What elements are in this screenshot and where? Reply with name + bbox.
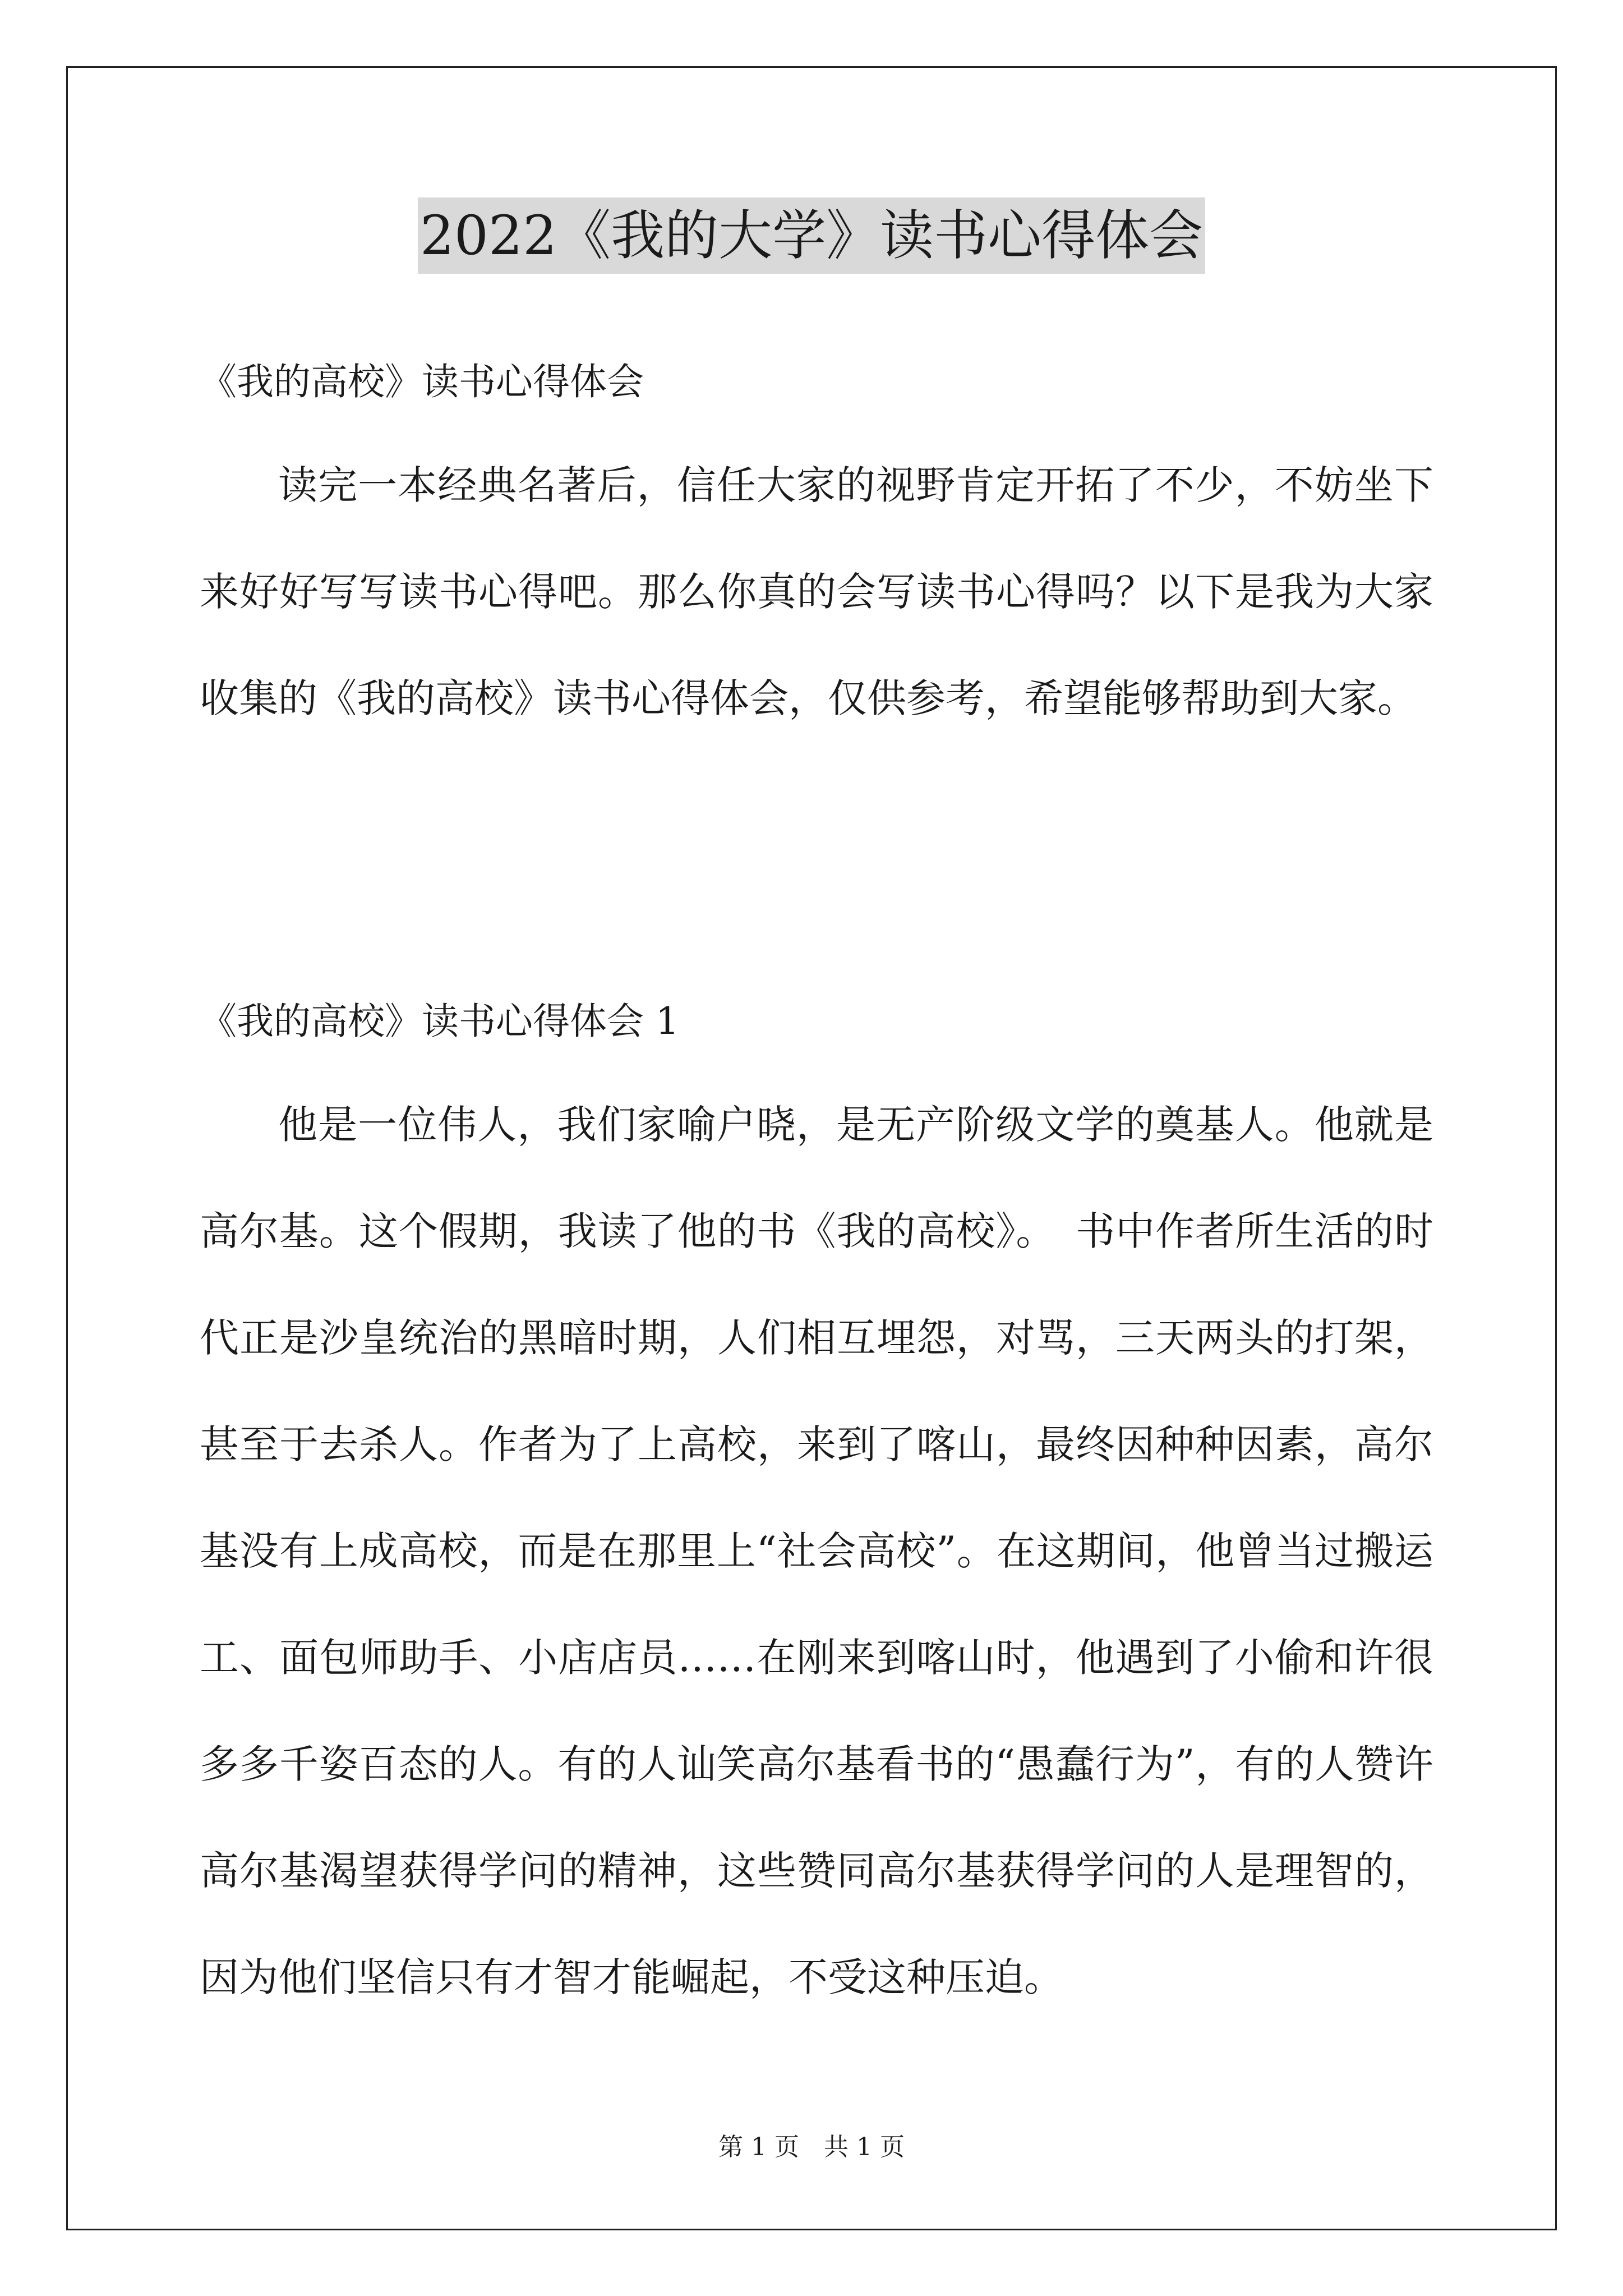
document-title: 2022《我的大学》读书心得体会 [418,197,1205,274]
title-container [0,197,1623,274]
page-footer: 第 1 页 共 1 页 [718,2133,905,2161]
section-heading-1: 《我的高校》读书心得体会 1 [200,1000,679,1043]
section-paragraph-1: 他是一位伟人，我们家喻户晓，是无产阶级文学的奠基人。他就是高尔基。这个假期，我读了他的书《我的高校》。 书中作者所生活的时代正是沙皇统治的黑暗时期，人们相互埋怨，对骂，三天两头的打架，甚至于去杀人。作者为了上高校，来到了喀山，最终因种种因素，高尔基没有上成高校，而是在那里上“社会高校”。在这期间，他曾当过搬运工、面包师助手、小店店员……在刚来到喀山时，他遇到了小偷和许很多多千姿百态的人。有的人讪笑高尔基看书的“愚蠢行为”，有的人赞许高尔基渴望获得学问的精神，这些赞同高尔基获得学问的人是理智的，因为他们坚信只有才智才能崛起，不受这种压迫。 [200,1102,1433,2000]
section-paragraph-intro: 读完一本经典名著后，信任大家的视野肯定开拓了不少，不妨坐下来好好写写读书心得吧。那么你真的会写读书心得吗？以下是我为大家收集的《我的高校》读书心得体会，仅供参考，希望能够帮助到大家。 [200,462,1433,721]
section-heading-intro: 《我的高校》读书心得体会 [200,360,644,403]
